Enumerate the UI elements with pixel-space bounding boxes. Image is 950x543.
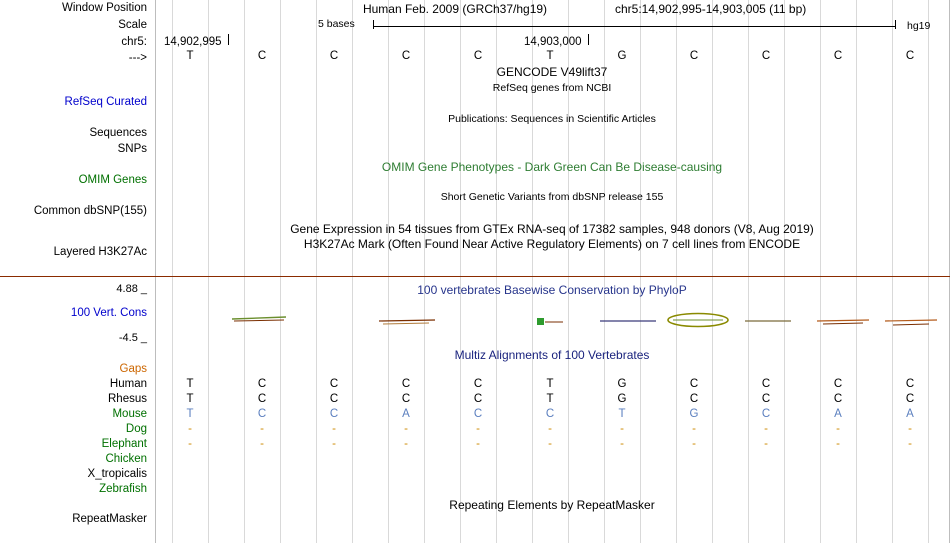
ruler-base: C	[689, 50, 699, 62]
grid-line	[640, 0, 641, 543]
track-title-repeatmasker: Repeating Elements by RepeatMasker	[449, 498, 655, 512]
position-tick-left	[228, 34, 229, 45]
multiz-base: -	[332, 438, 336, 450]
ruler-base: G	[617, 50, 627, 62]
multiz-base: T	[186, 393, 194, 405]
grid-line	[856, 0, 857, 543]
label-window-position: Window Position	[61, 2, 147, 14]
label-layered-h3k27ac[interactable]: Layered H3K27Ac	[53, 246, 147, 258]
grid-line	[928, 0, 929, 543]
track-title-gencode: GENCODE V49lift37	[496, 65, 608, 79]
phylop-blob	[230, 313, 290, 327]
multiz-base: -	[260, 438, 264, 450]
multiz-base: -	[476, 438, 480, 450]
label-omim-genes[interactable]: OMIM Genes	[78, 174, 147, 186]
multiz-base: -	[260, 423, 264, 435]
multiz-base: -	[764, 423, 768, 435]
multiz-base: A	[834, 408, 842, 420]
label-cons-max: 4.88 _	[116, 283, 147, 295]
multiz-base: -	[404, 438, 408, 450]
multiz-base: T	[546, 378, 554, 390]
multiz-base: C	[473, 378, 483, 390]
scale-tick-right	[895, 20, 896, 29]
label-100-vert-cons[interactable]: 100 Vert. Cons	[70, 307, 147, 319]
label-chrom: chr5:	[121, 36, 147, 48]
track-title-publications: Publications: Sequences in Scientific Articles	[448, 113, 656, 125]
label-species-human[interactable]: Human	[109, 378, 147, 390]
multiz-base: -	[620, 423, 624, 435]
ruler-base: T	[186, 50, 194, 62]
multiz-base: T	[186, 408, 194, 420]
multiz-base: C	[257, 378, 267, 390]
phylop-blob	[883, 316, 939, 330]
multiz-base: C	[689, 393, 699, 405]
scale-text: 5 bases	[318, 18, 355, 30]
multiz-base: -	[548, 423, 552, 435]
multiz-base: C	[833, 393, 843, 405]
grid-line	[676, 0, 677, 543]
multiz-base: C	[473, 393, 483, 405]
track-subtitle-gencode: RefSeq genes from NCBI	[492, 82, 612, 94]
track-title-omim: OMIM Gene Phenotypes - Dark Green Can Be Disease-causing	[381, 160, 723, 174]
multiz-base: -	[692, 438, 696, 450]
multiz-base: -	[908, 423, 912, 435]
phylop-blob	[525, 316, 565, 328]
label-species-rhesus[interactable]: Rhesus	[108, 393, 147, 405]
multiz-base: C	[329, 408, 339, 420]
multiz-base: C	[401, 378, 411, 390]
track-title-dbsnp: Short Genetic Variants from dbSNP release 155	[440, 191, 664, 203]
ruler-base: C	[473, 50, 483, 62]
multiz-base: C	[761, 408, 771, 420]
multiz-base: -	[836, 438, 840, 450]
phylop-blob	[665, 310, 731, 330]
label-species-elephant[interactable]: Elephant	[101, 438, 147, 450]
phylop-blob	[377, 316, 437, 328]
grid-line	[820, 0, 821, 543]
multiz-base: C	[905, 393, 915, 405]
track-title-gtex: Gene Expression in 54 tissues from GTEx RNA-seq of 17382 samples, 948 donors (V8, Aug 2019)	[290, 222, 814, 236]
grid-line	[460, 0, 461, 543]
track-title-phylop: 100 vertebrates Basewise Conservation by PhyloP	[417, 283, 687, 297]
grid-line	[172, 0, 173, 543]
grid-line	[712, 0, 713, 543]
track-title-h3k27ac: H3K27Ac Mark (Often Found Near Active Regulatory Elements) on 7 cell lines from ENCODE	[303, 237, 801, 251]
multiz-base: C	[833, 378, 843, 390]
grid-line	[316, 0, 317, 543]
grid-line	[388, 0, 389, 543]
label-sequences[interactable]: Sequences	[89, 127, 147, 139]
multiz-base: -	[764, 438, 768, 450]
phylop-blob	[815, 316, 871, 328]
label-repeatmasker[interactable]: RepeatMasker	[72, 513, 147, 525]
scale-tick-left	[373, 20, 374, 29]
label-species-x-tropicalis[interactable]: X_tropicalis	[87, 468, 147, 480]
scale-bar	[373, 26, 895, 27]
multiz-base: -	[548, 438, 552, 450]
label-scale: Scale	[118, 19, 147, 31]
multiz-base: G	[689, 408, 699, 420]
multiz-base: C	[329, 393, 339, 405]
position-tick-right	[588, 34, 589, 45]
multiz-base: C	[401, 393, 411, 405]
grid-line	[892, 0, 893, 543]
multiz-base: T	[186, 378, 194, 390]
label-refseq-curated[interactable]: RefSeq Curated	[64, 96, 147, 108]
grid-line	[352, 0, 353, 543]
multiz-base: C	[473, 408, 483, 420]
track-title-multiz: Multiz Alignments of 100 Vertebrates	[454, 348, 650, 362]
label-species-mouse[interactable]: Mouse	[112, 408, 147, 420]
ruler-base: C	[833, 50, 843, 62]
multiz-base: C	[761, 393, 771, 405]
assembly-title: Human Feb. 2009 (GRCh37/hg19)	[362, 2, 548, 16]
multiz-base: -	[620, 438, 624, 450]
ruler-base: C	[401, 50, 411, 62]
label-strand-arrow: --->	[128, 52, 147, 64]
track-label-column	[0, 0, 155, 543]
grid-line	[748, 0, 749, 543]
grid-line	[784, 0, 785, 543]
multiz-base: -	[836, 423, 840, 435]
multiz-base: -	[476, 423, 480, 435]
db-label: hg19	[907, 20, 931, 32]
label-cons-min: -4.5 _	[118, 332, 147, 344]
label-common-dbsnp[interactable]: Common dbSNP(155)	[33, 205, 147, 217]
track-data-panel	[155, 0, 950, 543]
ruler-base: T	[546, 50, 554, 62]
multiz-base: G	[617, 378, 627, 390]
ruler-base: C	[905, 50, 915, 62]
position-label-left: 14,902,995	[164, 36, 222, 48]
multiz-base: A	[906, 408, 914, 420]
multiz-base: C	[905, 378, 915, 390]
multiz-base: C	[689, 378, 699, 390]
multiz-base: C	[257, 393, 267, 405]
multiz-base: C	[257, 408, 267, 420]
multiz-base: -	[188, 438, 192, 450]
grid-line	[424, 0, 425, 543]
multiz-base: -	[332, 423, 336, 435]
grid-line	[244, 0, 245, 543]
label-species-chicken[interactable]: Chicken	[105, 453, 147, 465]
phylop-blob	[743, 316, 793, 328]
ruler-base: C	[329, 50, 339, 62]
multiz-base: A	[402, 408, 410, 420]
multiz-base: -	[188, 423, 192, 435]
grid-line	[280, 0, 281, 543]
grid-line	[208, 0, 209, 543]
multiz-base: -	[692, 423, 696, 435]
grid-line	[155, 0, 156, 543]
multiz-base: -	[908, 438, 912, 450]
label-gaps[interactable]: Gaps	[119, 363, 147, 375]
label-species-dog[interactable]: Dog	[125, 423, 147, 435]
label-snps[interactable]: SNPs	[117, 143, 147, 155]
multiz-base: C	[761, 378, 771, 390]
multiz-base: T	[546, 393, 554, 405]
ruler-base: C	[257, 50, 267, 62]
label-species-zebrafish[interactable]: Zebrafish	[99, 483, 147, 495]
multiz-base: C	[329, 378, 339, 390]
multiz-base: G	[617, 393, 627, 405]
position-range: chr5:14,902,995-14,903,005 (11 bp)	[615, 2, 807, 16]
ruler-base: C	[761, 50, 771, 62]
multiz-base: -	[404, 423, 408, 435]
section-divider	[0, 276, 950, 277]
multiz-base: C	[545, 408, 555, 420]
multiz-base: T	[618, 408, 626, 420]
phylop-blob	[598, 316, 658, 328]
position-label-right: 14,903,000	[524, 36, 582, 48]
